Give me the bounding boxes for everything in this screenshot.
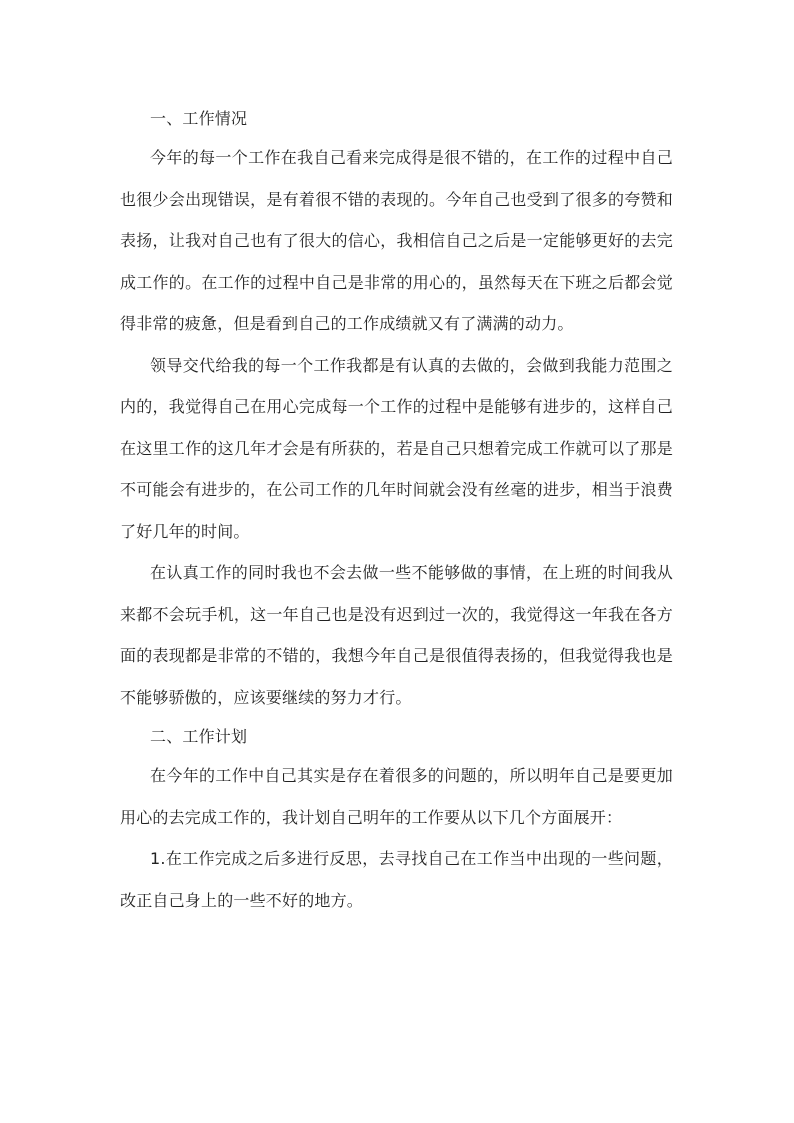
paragraph: 领导交代给我的每一个工作我都是有认真的去做的，会做到我能力范围之内的，我觉得自己在用心完成每一个工作的过程中是能够有进步的，这样自己在这里工作的这几年才会是有所获的，若是自己只想着完成工作就可以了那是不可能会有进步的，在公司工作的几年时间就会没有丝毫的进步，相当于浪费了好几年的时间。 <box>120 355 673 541</box>
section-heading-work-status: 一、工作情况 <box>150 109 248 128</box>
document-body <box>120 100 673 921</box>
paragraph: 在今年的工作中自己其实是存在着很多的问题的，所以明年自己是要更加用心的去完成工作的，我计划自己明年的工作要从以下几个方面展开： <box>120 766 673 827</box>
paragraph: 1.在工作完成之后多进行反思，去寻找自己在工作当中出现的一些问题，改正自己身上的一些不好的地方。 <box>120 849 673 910</box>
paragraph: 在认真工作的同时我也不会去做一些不能够做的事情，在上班的时间我从来都不会玩手机，这一年自己也是没有迟到过一次的，我觉得这一年我在各方面的表现都是非常的不错的，我想今年自己是很值得表扬的，但我觉得我也是不能够骄傲的，应该要继续的努力才行。 <box>120 563 673 707</box>
paragraph: 今年的每一个工作在我自己看来完成得是很不错的，在工作的过程中自己也很少会出现错误，是有着很不错的表现的。今年自己也受到了很多的夸赞和表扬，让我对自己也有了很大的信心，我相信自己之后是一定能够更好的去完成工作的。在工作的过程中自己是非常的用心的，虽然每天在下班之后都会觉得非常的疲惫，但是看到自己的工作成绩就又有了满满的动力。 <box>120 148 673 333</box>
section-heading-work-plan: 二、工作计划 <box>150 727 248 746</box>
